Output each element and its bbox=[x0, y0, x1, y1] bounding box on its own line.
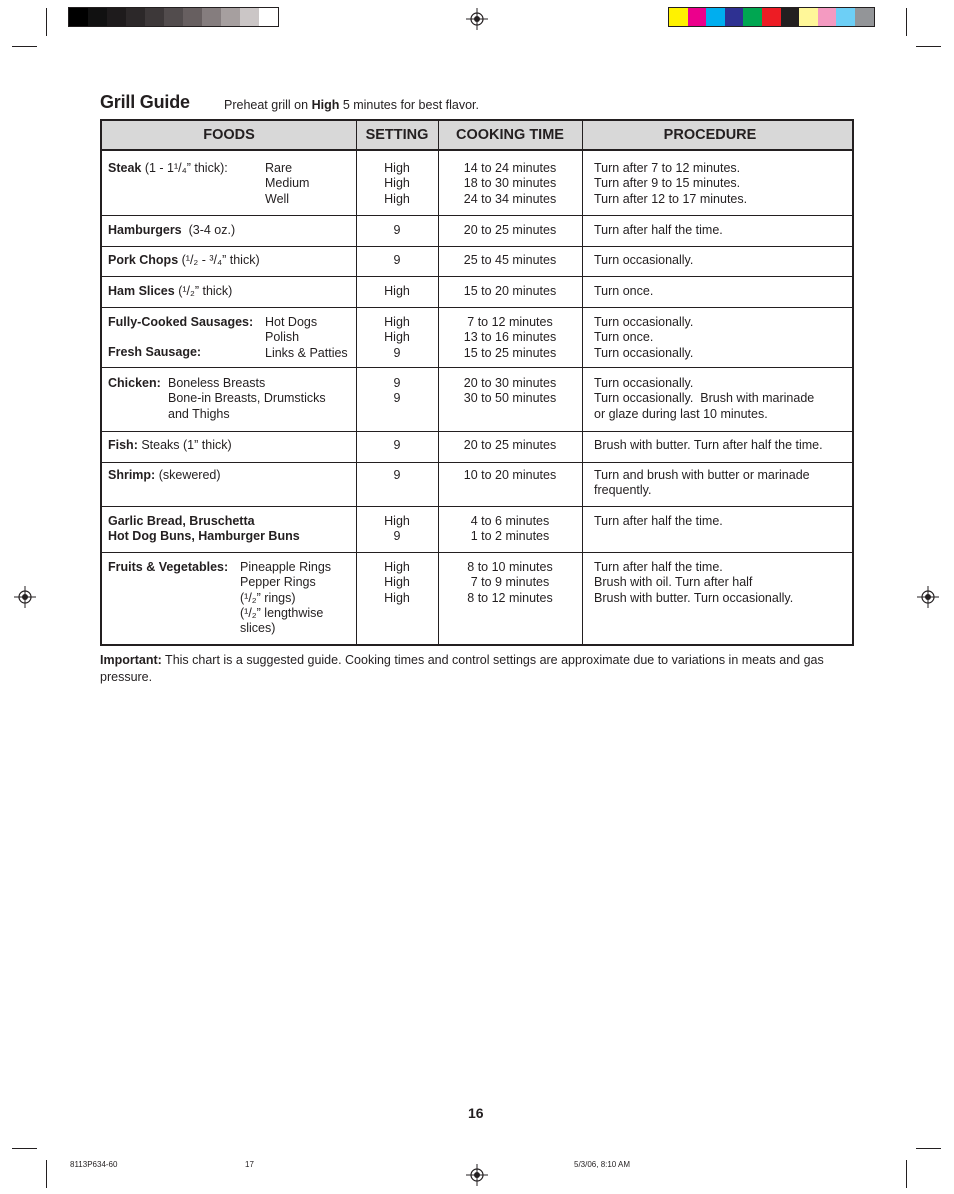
time-shrimp: 10 to 20 minutes bbox=[463, 468, 557, 482]
setting-fruits-vegetables: High High High bbox=[384, 560, 410, 605]
row-divider bbox=[102, 552, 852, 553]
calibration-swatch bbox=[259, 8, 278, 26]
row-divider bbox=[102, 276, 852, 277]
procedure-fish: Brush with butter. Turn after half the time. bbox=[594, 438, 823, 452]
crop-mark bbox=[46, 8, 47, 36]
calibration-swatch bbox=[183, 8, 202, 26]
row-divider bbox=[102, 215, 852, 216]
column-header-procedure: PROCEDURE bbox=[663, 127, 757, 143]
procedure-chicken: Turn occasionally. Turn occasionally. Brush with marinade or glaze during last 10 minutes. bbox=[594, 376, 815, 421]
food-chicken: Chicken: bbox=[108, 376, 161, 390]
procedure-ham-slices: Turn once. bbox=[594, 284, 654, 298]
food-steak: Steak (1 - 1¹/₄” thick): bbox=[108, 161, 228, 175]
row-divider bbox=[102, 462, 852, 463]
calibration-swatch bbox=[855, 8, 874, 26]
setting-steak: High High High bbox=[384, 161, 410, 206]
calibration-swatch bbox=[240, 8, 259, 26]
registration-target-icon bbox=[14, 586, 36, 608]
registration-target-icon bbox=[917, 586, 939, 608]
calibration-swatch bbox=[781, 8, 800, 26]
calibration-swatch bbox=[145, 8, 164, 26]
setting-chicken: 9 9 bbox=[393, 376, 401, 406]
procedure-steak: Turn after 7 to 12 minutes. Turn after 9 to 15 minutes. Turn after 12 to 17 minutes. bbox=[594, 161, 748, 206]
calibration-swatch bbox=[688, 8, 707, 26]
procedure-shrimp: Turn and brush with butter or marinade frequently. bbox=[594, 468, 810, 498]
grill-guide-table bbox=[100, 119, 854, 646]
food-pork-chops: Pork Chops (¹/₂ - ³/₄” thick) bbox=[108, 253, 260, 267]
calibration-swatch bbox=[164, 8, 183, 26]
time-breads-buns: 4 to 6 minutes 1 to 2 minutes bbox=[470, 514, 550, 544]
crop-mark bbox=[916, 1148, 941, 1149]
food-fresh-sausage: Fresh Sausage: bbox=[108, 345, 202, 359]
calibration-swatch bbox=[743, 8, 762, 26]
setting-breads-buns: High 9 bbox=[384, 514, 410, 544]
calibration-swatch bbox=[725, 8, 744, 26]
grayscale-calibration-bar bbox=[68, 7, 279, 27]
column-divider bbox=[582, 121, 583, 644]
crop-mark bbox=[46, 1160, 47, 1188]
crop-mark bbox=[12, 46, 37, 47]
calibration-swatch bbox=[126, 8, 145, 26]
page-number: 16 bbox=[468, 1105, 484, 1121]
procedure-sausages: Turn occasionally. Turn once. Turn occasionally. bbox=[594, 315, 694, 360]
calibration-swatch bbox=[799, 8, 818, 26]
procedure-hamburgers: Turn after half the time. bbox=[594, 223, 723, 237]
food-fully-cooked-sausages: Fully-Cooked Sausages: bbox=[108, 315, 254, 329]
calibration-swatch bbox=[818, 8, 837, 26]
time-fish: 20 to 25 minutes bbox=[463, 438, 557, 452]
procedure-pork-chops: Turn occasionally. bbox=[594, 253, 694, 267]
crop-mark bbox=[916, 46, 941, 47]
time-steak: 14 to 24 minutes 18 to 30 minutes 24 to 34 minutes bbox=[463, 161, 557, 206]
calibration-swatch bbox=[221, 8, 240, 26]
fruits-vegetables-types: Pineapple Rings Pepper Rings (¹/₂” rings) (¹/₂” lengthwise slices) bbox=[240, 560, 332, 636]
time-sausages: 7 to 12 minutes 13 to 16 minutes 15 to 25 minutes bbox=[463, 315, 557, 360]
food-shrimp: Shrimp: (skewered) bbox=[108, 468, 221, 482]
crop-mark bbox=[906, 1160, 907, 1188]
setting-shrimp: 9 bbox=[393, 468, 401, 482]
time-ham-slices: 15 to 20 minutes bbox=[463, 284, 557, 298]
chicken-types: Boneless Breasts Bone-in Breasts, Drumsticks and Thighs bbox=[168, 376, 326, 421]
setting-fish: 9 bbox=[393, 438, 401, 452]
food-fruits-vegetables: Fruits & Vegetables: bbox=[108, 560, 229, 574]
calibration-swatch bbox=[88, 8, 107, 26]
column-header-foods: FOODS bbox=[203, 127, 255, 143]
time-fruits-vegetables: 8 to 10 minutes 7 to 9 minutes 8 to 12 minutes bbox=[467, 560, 553, 605]
calibration-swatch bbox=[706, 8, 725, 26]
calibration-swatch bbox=[202, 8, 221, 26]
row-divider bbox=[102, 431, 852, 432]
setting-sausages: High High 9 bbox=[384, 315, 410, 360]
preheat-note: Preheat grill on High 5 minutes for best flavor. bbox=[224, 98, 479, 112]
column-header-cooking-time: COOKING TIME bbox=[456, 127, 564, 143]
procedure-fruits-vegetables: Turn after half the time. Brush with oil. Turn after half Brush with butter. Turn occasionally. bbox=[594, 560, 794, 605]
setting-ham-slices: High bbox=[384, 284, 410, 298]
registration-target-icon bbox=[466, 8, 488, 30]
calibration-swatch bbox=[762, 8, 781, 26]
food-breads-buns: Garlic Bread, Bruschetta Hot Dog Buns, Hamburger Buns bbox=[108, 514, 300, 544]
setting-hamburgers: 9 bbox=[393, 223, 401, 237]
slug-file-id: 8113P634-60 bbox=[70, 1160, 118, 1169]
row-divider bbox=[102, 367, 852, 368]
important-note: Important: This chart is a suggested guide. Cooking times and control settings are approximate due to variations in meats and gas pressure. bbox=[100, 653, 824, 684]
row-divider bbox=[102, 506, 852, 507]
food-hamburgers: Hamburgers (3-4 oz.) bbox=[108, 223, 236, 237]
calibration-swatch bbox=[669, 8, 688, 26]
slug-timestamp: 5/3/06, 8:10 AM bbox=[574, 1160, 631, 1169]
time-chicken: 20 to 30 minutes 30 to 50 minutes bbox=[463, 376, 557, 406]
crop-mark bbox=[12, 1148, 37, 1149]
row-divider bbox=[102, 307, 852, 308]
color-calibration-bar bbox=[668, 7, 875, 27]
time-hamburgers: 20 to 25 minutes bbox=[463, 223, 557, 237]
steak-doneness: Rare Medium Well bbox=[265, 161, 310, 206]
table-header bbox=[102, 121, 852, 151]
time-pork-chops: 25 to 45 minutes bbox=[463, 253, 557, 267]
calibration-swatch bbox=[836, 8, 855, 26]
slug-page: 17 bbox=[245, 1160, 254, 1169]
page-title: Grill Guide bbox=[100, 92, 190, 112]
row-divider bbox=[102, 246, 852, 247]
calibration-swatch bbox=[107, 8, 126, 26]
crop-mark bbox=[906, 8, 907, 36]
setting-pork-chops: 9 bbox=[393, 253, 401, 267]
column-header-setting: SETTING bbox=[365, 127, 429, 143]
calibration-swatch bbox=[69, 8, 88, 26]
sausage-types: Hot Dogs Polish Links & Patties bbox=[265, 315, 348, 360]
registration-target-icon bbox=[466, 1164, 488, 1186]
food-fish: Fish: Steaks (1” thick) bbox=[108, 438, 232, 452]
procedure-breads-buns: Turn after half the time. bbox=[594, 514, 723, 528]
food-ham-slices: Ham Slices (¹/₂” thick) bbox=[108, 284, 233, 298]
